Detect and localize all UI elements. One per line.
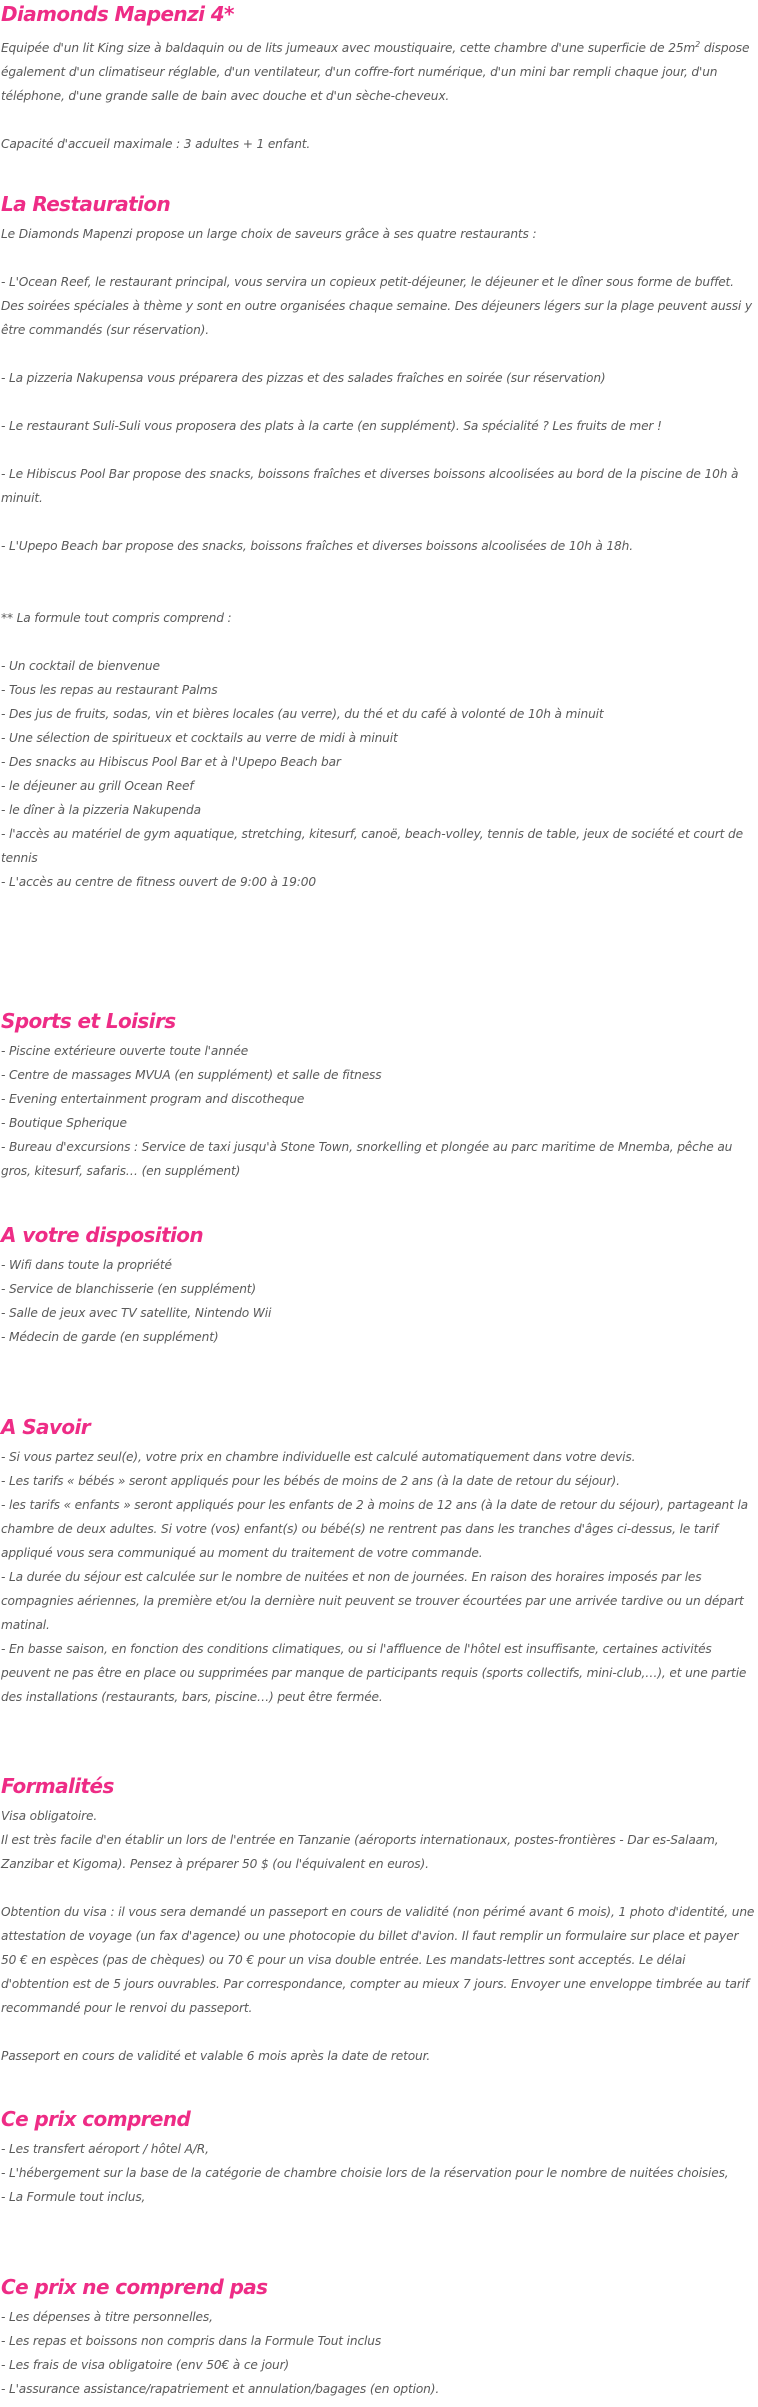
list-item: - Les repas et boissons non compris dans la Formule Tout inclus [1, 2334, 382, 2348]
room-desc-post: dispose également d'un climatiseur réglable, d'un ventilateur, d'un coffre-fort numérique, d'un mini bar rempli chaque jour, d'un téléphone, d'une grande salle de bain avec douche et d'un sèche-cheveux. [1, 41, 750, 103]
list-item: - En basse saison, en fonction des conditions climatiques, ou si l'affluence de l'hôtel est insuffisante, certaines activités peuvent ne pas être en place ou supprimées par manque de participants requis (sports collectifs, mini-club,…), et une partie des installations (restaurants, bars, piscine…) peut être fermée. [1, 1642, 747, 1704]
ne-comprend-title: Ce prix ne comprend pas [1, 2275, 268, 2299]
sports-section [1, 1007, 755, 1183]
list-item: - Tous les repas au restaurant Palms [1, 683, 218, 697]
room-section [1, 0, 755, 156]
list-item: - Salle de jeux avec TV satellite, Nintendo Wii [1, 1306, 272, 1320]
room-title: Diamonds Mapenzi 4* [1, 2, 234, 26]
disposition-section [1, 1221, 755, 1349]
restauration-intro: Le Diamonds Mapenzi propose un large choix de saveurs grâce à ses quatre restaurants : [1, 227, 537, 241]
list-item: - Evening entertainment program and discotheque [1, 1092, 305, 1106]
visa-required: Visa obligatoire. [1, 1809, 98, 1823]
restauration-title: La Restauration [1, 192, 171, 216]
list-item: - Médecin de garde (en supplément) [1, 1330, 219, 1344]
formalites-section [1, 1772, 755, 2068]
list-item: - Wifi dans toute la propriété [1, 1258, 172, 1272]
list-item: - les tarifs « enfants » seront appliqués pour les enfants de 2 à moins de 12 ans (à la date de retour du séjour), partageant la chambre de deux adultes. Si votre (vos) enfant(s) ou bébé(s) ne rentrent pas dans les tranches d'âges ci-dessus, le tarif appliqué vous sera communiqué au moment du traitement de votre commande. [1, 1498, 748, 1560]
room-desc-sup: 2 [695, 39, 701, 49]
comprend-section [1, 2105, 755, 2209]
formalites-title: Formalités [1, 1774, 114, 1798]
formule-intro: ** La formule tout compris comprend : [1, 611, 232, 625]
restauration-p3: - La pizzeria Nakupensa vous préparera des pizzas et des salades fraîches en soirée (sur réservation) [1, 371, 606, 385]
visa-obtention: Obtention du visa : il vous sera demandé un passeport en cours de validité (non périmé avant 6 mois), 1 photo d'identité, une attestation de voyage (un fax d'agence) ou une photocopie du billet d'avion. Il faut remplir un formulaire sur place et payer 50 € en espèces (pas de chèques) ou 70 € pour un visa double entrée. Les mandats-lettres sont acceptés. Le délai d'obtention est de 5 jours ouvrables. Par correspondance, compter au mieux 7 jours. Envoyer une enveloppe timbrée au tarif recommandé pour le renvoi du passeport. [1, 1905, 755, 2015]
list-item: - Les frais de visa obligatoire (env 50€ à ce jour) [1, 2358, 290, 2372]
room-desc-pre: Equipée d'un lit King size à baldaquin ou de lits jumeaux avec moustiquaire, cette chambre d'une superficie de 25m [1, 41, 696, 55]
list-item: - Si vous partez seul(e), votre prix en chambre individuelle est calculé automatiquement dans votre devis. [1, 1450, 636, 1464]
restauration-p5: - Le Hibiscus Pool Bar propose des snacks, boissons fraîches et diverses boissons alcoolisées au bord de la piscine de 10h à minuit. [1, 467, 739, 505]
restauration-p6: - L'Upepo Beach bar propose des snacks, boissons fraîches et diverses boissons alcoolisées de 10h à 18h. [1, 539, 633, 553]
list-item: - Piscine extérieure ouverte toute l'année [1, 1044, 249, 1058]
sports-list [1, 1039, 755, 1183]
ne-comprend-list [1, 2305, 755, 2401]
list-item: - Service de blanchisserie (en supplément) [1, 1282, 256, 1296]
sports-title: Sports et Loisirs [1, 1009, 176, 1033]
list-item: - Centre de massages MVUA (en supplément) et salle de fitness [1, 1068, 382, 1082]
disposition-list [1, 1253, 755, 1349]
list-item: - Une sélection de spiritueux et cocktails au verre de midi à minuit [1, 731, 398, 745]
list-item: - Un cocktail de bienvenue [1, 659, 160, 673]
restauration-p2: Des soirées spéciales à thème y sont en outre organisées chaque semaine. Des déjeuners légers sur la plage peuvent aussi y être commandés (sur réservation). [1, 299, 752, 337]
visa-text: Il est très facile d'en établir un lors de l'entrée en Tanzanie (aéroports internationaux, postes-frontières - Dar es-Salaam, Zanzibar et Kigoma). Pensez à préparer 50 $ (ou l'équivalent en euros). [1, 1833, 719, 1871]
list-item: - Bureau d'excursions : Service de taxi jusqu'à Stone Town, snorkelling et plongée au parc maritime de Mnemba, pêche au gros, kitesurf, safaris… (en supplément) [1, 1140, 733, 1178]
list-item: - Boutique Spherique [1, 1116, 127, 1130]
comprend-list [1, 2137, 755, 2209]
list-item: - Des jus de fruits, sodas, vin et bières locales (au verre), du thé et du café à volonté de 10h à minuit [1, 707, 604, 721]
restauration-section [1, 190, 755, 894]
room-capacity: Capacité d'accueil maximale : 3 adultes + 1 enfant. [1, 137, 311, 151]
room-description [1, 36, 755, 108]
list-item: - La durée du séjour est calculée sur le nombre de nuitées et non de journées. En raison des horaires imposés par les compagnies aériennes, la première et/ou la dernière nuit peuvent se trouver écourtées par une arrivée tardive ou un départ matinal. [1, 1570, 744, 1632]
comprend-title: Ce prix comprend [1, 2107, 191, 2131]
savoir-title: A Savoir [1, 1415, 91, 1439]
list-item: - Des snacks au Hibiscus Pool Bar et à l'Upepo Beach bar [1, 755, 341, 769]
passeport-text: Passeport en cours de validité et valable 6 mois après la date de retour. [1, 2049, 431, 2063]
disposition-title: A votre disposition [1, 1223, 204, 1247]
list-item: - La Formule tout inclus, [1, 2190, 146, 2204]
list-item: - le déjeuner au grill Ocean Reef [1, 779, 194, 793]
savoir-section [1, 1413, 755, 1709]
list-item: - L'assurance assistance/rapatriement et annulation/bagages (en option). [1, 2382, 440, 2396]
list-item: - L'hébergement sur la base de la catégorie de chambre choisie lors de la réservation pour le nombre de nuitées choisies, [1, 2166, 729, 2180]
list-item: - Les transfert aéroport / hôtel A/R, [1, 2142, 209, 2156]
savoir-list [1, 1445, 755, 1709]
list-item: - l'accès au matériel de gym aquatique, stretching, kitesurf, canoë, beach-volley, tennis de table, jeux de société et court de tennis [1, 827, 743, 865]
list-item: - le dîner à la pizzeria Nakupenda [1, 803, 201, 817]
list-item: - Les dépenses à titre personnelles, [1, 2310, 213, 2324]
ne-comprend-section [1, 2273, 755, 2401]
list-item: - L'accès au centre de fitness ouvert de 9:00 à 19:00 [1, 875, 316, 889]
list-item: - Les tarifs « bébés » seront appliqués pour les bébés de moins de 2 ans (à la date de retour du séjour). [1, 1474, 620, 1488]
restauration-p4: - Le restaurant Suli-Suli vous proposera des plats à la carte (en supplément). Sa spécialité ? Les fruits de mer ! [1, 419, 662, 433]
restauration-p1: - L'Ocean Reef, le restaurant principal, vous servira un copieux petit-déjeuner, le déjeuner et le dîner sous forme de buffet. [1, 275, 734, 289]
formule-list [1, 654, 755, 894]
